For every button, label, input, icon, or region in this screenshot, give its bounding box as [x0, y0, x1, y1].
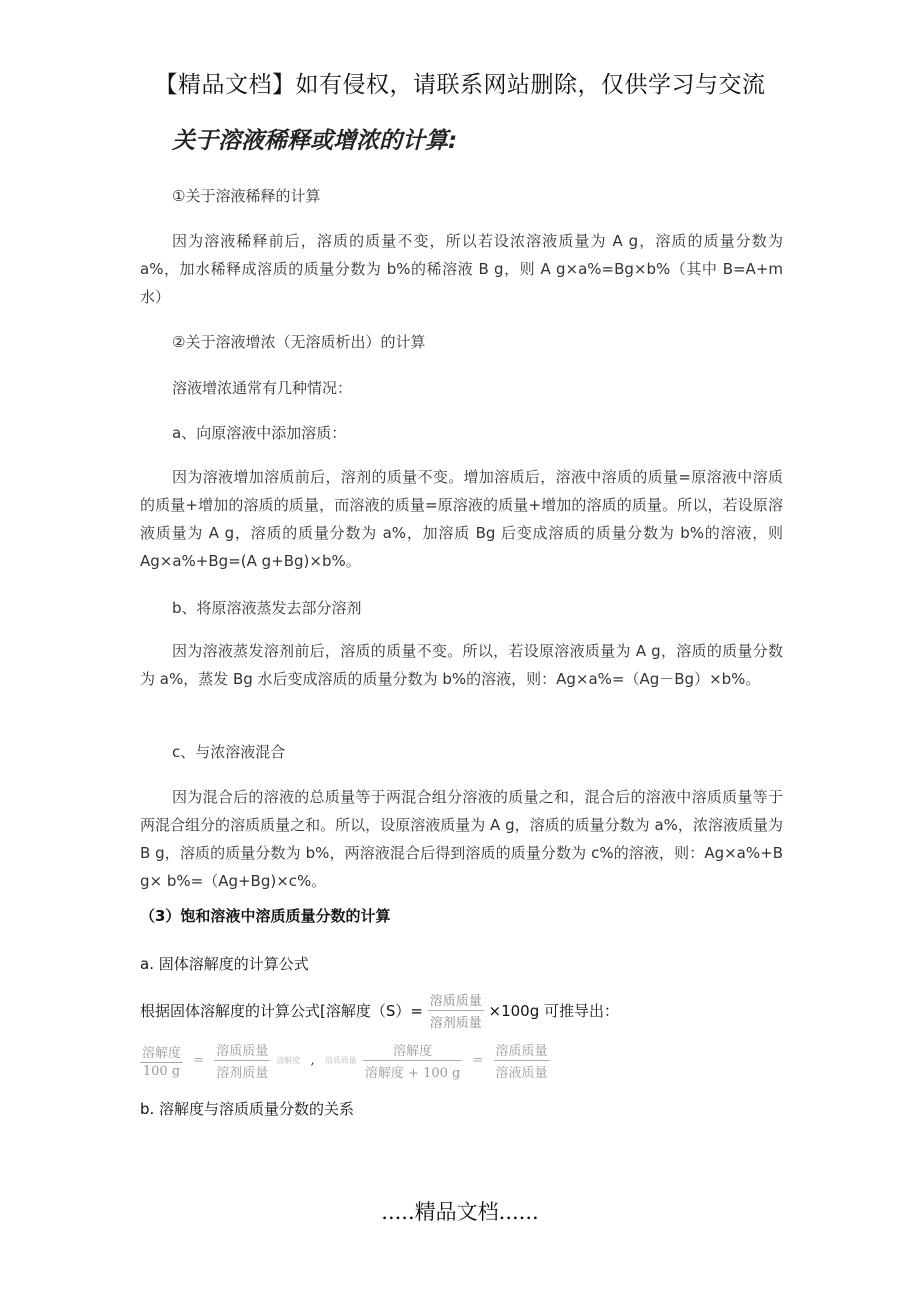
- section2-intro: 溶液增浓通常有几种情况：: [172, 379, 353, 397]
- fraction-solubility-over-sum: [363, 1040, 462, 1081]
- fraction-denominator: 100 g: [142, 1064, 181, 1079]
- section2-heading: ②关于溶液增浓（无溶质析出）的计算: [172, 333, 426, 351]
- equals-sign: =: [472, 1053, 484, 1068]
- derived-formula-image: [140, 1040, 550, 1084]
- section3-heading: （3）饱和溶液中溶质质量分数的计算: [140, 907, 391, 925]
- formula-suffix: ×100g 可推导出：: [488, 1002, 620, 1020]
- fraction-denominator: 溶解度 + 100 g: [364, 1066, 461, 1081]
- formula-fraction: [428, 990, 484, 1031]
- fraction-numerator: 溶质质量: [214, 1040, 270, 1061]
- fraction-solute-over-solution: [494, 1040, 550, 1081]
- page-footer-watermark: .....精品文档......: [381, 1200, 539, 1224]
- case-b-heading: b、将原溶液蒸发去部分溶剂: [172, 599, 362, 617]
- case-a-paragraph: 因为溶液增加溶质前后，溶剂的质量不变。增加溶质后，溶液中溶质的质量=原溶液中溶质的质量+增加的溶质的质量，而溶液的质量=原溶液的质量+增加的溶质的质量。所以，若设原溶液质量为 A g，溶质的质量分数为 a%，加溶质 Bg 后变成溶质的质量分数为 b%的溶液，则 Ag×a%+Bg=(A g+Bg)×b%。: [140, 468, 783, 570]
- fraction-solubility-over-100g: [140, 1042, 183, 1079]
- fraction-numerator: 溶解度: [140, 1042, 183, 1063]
- section1-paragraph: 因为溶液稀释前后，溶质的质量不变，所以若设浓溶液质量为 A g，溶质的质量分数为 a%，加水稀释成溶质的质量分数为 b%的稀溶液 B g，则 A g×a%=Bg×b%（其中 B=A+m 水）: [140, 232, 783, 306]
- formula-numerator: 溶质质量: [428, 990, 484, 1011]
- case-a-heading: a、向原溶液中添加溶质：: [172, 424, 347, 442]
- fraction-solute-over-solvent: [214, 1040, 270, 1081]
- fraction-denominator: 溶液质量: [495, 1066, 548, 1081]
- formula-denominator: 溶剂质量: [429, 1016, 482, 1031]
- fraction-denominator: 溶剂质量: [216, 1066, 269, 1081]
- comma-separator: ,: [310, 1053, 315, 1068]
- section1-heading: ①关于溶液稀释的计算: [172, 187, 321, 205]
- fraction-numerator: 溶质质量: [494, 1040, 550, 1061]
- sub-b-heading: b. 溶解度与溶质质量分数的关系: [140, 1100, 355, 1118]
- document-title: 关于溶液稀释或增浓的计算:: [172, 128, 458, 154]
- formula-prefix: 根据固体溶解度的计算公式[溶解度（S）=: [140, 1002, 423, 1020]
- case-c-paragraph: 因为混合后的溶液的总质量等于两混合组分溶液的质量之和，混合后的溶液中溶质质量等于两混合组分的溶质质量之和。所以，设原溶液质量为 A g，溶质的质量分数为 a%，浓溶液质量为 B g，溶质的质量分数为 b%，两溶液混合后得到溶质的质量分数为 c%的溶液，则：Ag×a%+B g× b%=（Ag+Bg)×c%。: [140, 788, 783, 890]
- sub-a-heading: a. 固体溶解度的计算公式: [140, 955, 309, 973]
- page-header-watermark: 【精品文档】如有侵权，请联系网站删除，仅供学习与交流: [154, 72, 766, 98]
- equals-sign: =: [193, 1053, 205, 1068]
- case-c-heading: c、与浓溶液混合: [172, 743, 286, 761]
- fraction-numerator: 溶解度: [363, 1040, 462, 1061]
- small-annotation: 溶解度: [276, 1056, 301, 1065]
- small-annotation: 溶质质量: [324, 1056, 357, 1065]
- case-b-paragraph: 因为溶液蒸发溶剂前后，溶质的质量不变。所以，若设原溶液质量为 A g，溶质的质量分数为 a%，蒸发 Bg 水后变成溶质的质量分数为 b%的溶液，则：Ag×a%=（Ag－Bg）×b%。: [140, 642, 783, 688]
